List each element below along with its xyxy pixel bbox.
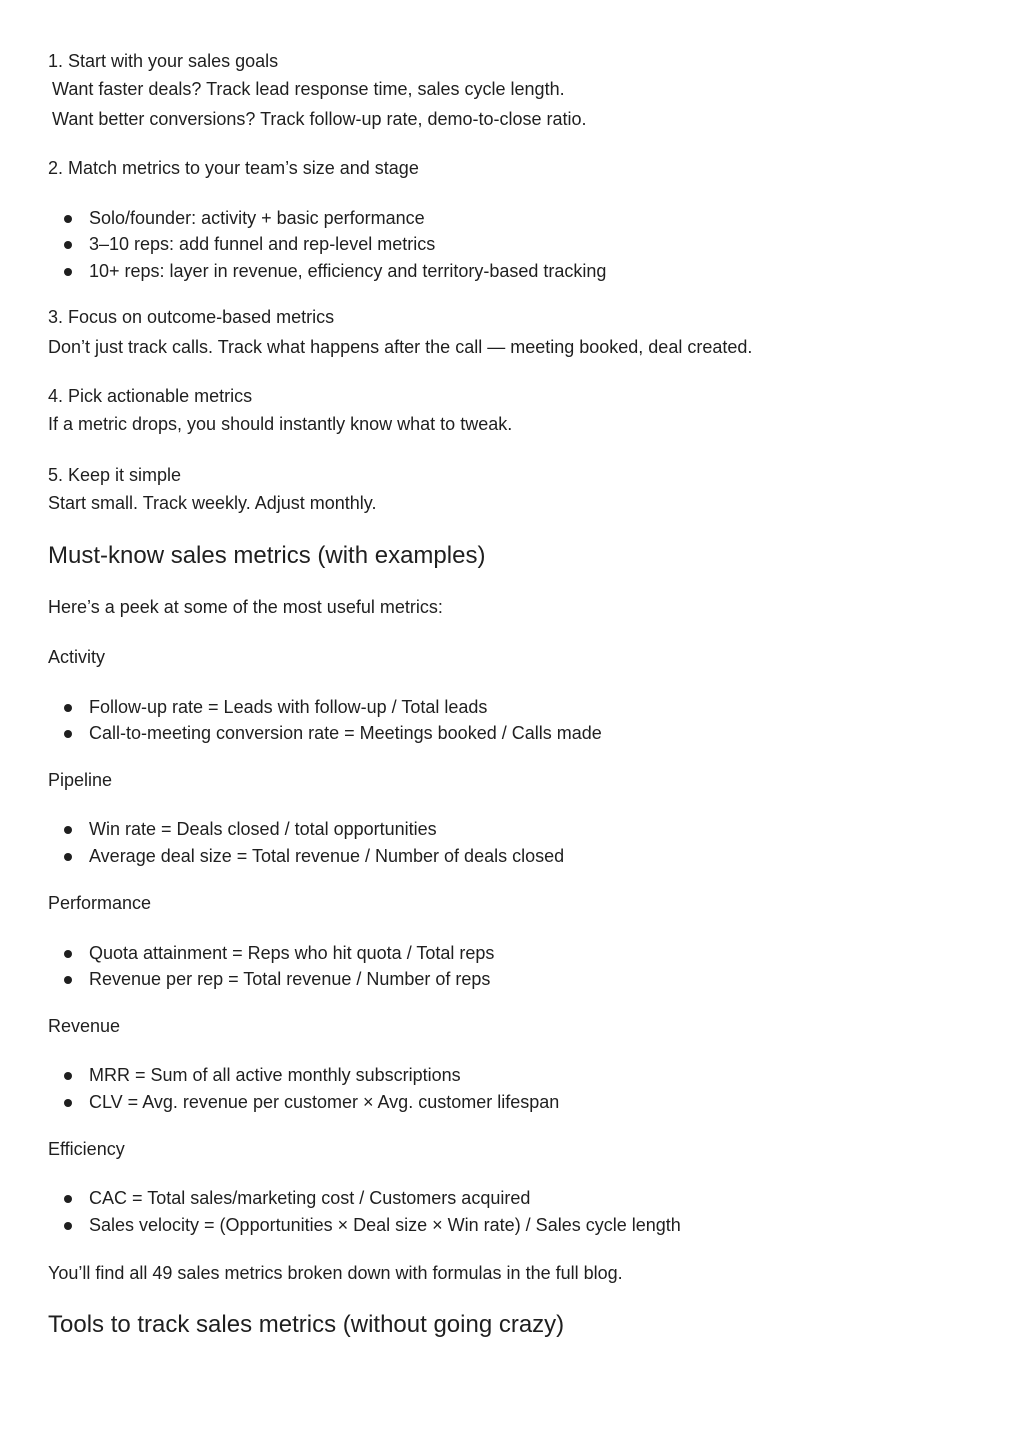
simple-heading: 5. Keep it simple: [48, 465, 182, 485]
metrics-title: Must-know sales metrics (with examples): [48, 542, 486, 569]
list-item: 10+ reps: layer in revenue, efficiency and territory-based tracking: [89, 261, 607, 281]
list-item: Solo/founder: activity + basic performance: [89, 208, 425, 228]
outcome-body: Don’t just track calls. Track what happens after the call — meeting booked, deal created.: [48, 337, 753, 357]
metrics-outro: You’ll find all 49 sales metrics broken down with formulas in the full blog.: [48, 1263, 623, 1283]
group-label-performance: Performance: [48, 893, 152, 913]
list-item: Revenue per rep = Total revenue / Number of reps: [89, 969, 491, 989]
goals-line: Want better conversions? Track follow-up rate, demo-to-close ratio.: [52, 109, 587, 129]
tools-title: Tools to track sales metrics (without going crazy): [48, 1311, 565, 1338]
group-label-pipeline: Pipeline: [48, 770, 113, 790]
list-item: MRR = Sum of all active monthly subscriptions: [89, 1065, 461, 1085]
actionable-body: If a metric drops, you should instantly know what to tweak.: [48, 414, 513, 434]
goals-heading: 1. Start with your sales goals: [48, 51, 279, 71]
list-item: CLV = Avg. revenue per customer × Avg. customer lifespan: [89, 1092, 560, 1112]
list-item: Win rate = Deals closed / total opportunities: [89, 819, 437, 839]
simple-body: Start small. Track weekly. Adjust monthly.: [48, 493, 377, 513]
list-item: 3–10 reps: add funnel and rep-level metrics: [89, 234, 436, 254]
list-item: Follow-up rate = Leads with follow-up / Total leads: [89, 697, 488, 717]
list-item: Average deal size = Total revenue / Number of deals closed: [89, 846, 565, 866]
outcome-heading: 3. Focus on outcome-based metrics: [48, 307, 335, 327]
list-item: Sales velocity = (Opportunities × Deal size × Win rate) / Sales cycle length: [89, 1215, 681, 1235]
goals-line: Want faster deals? Track lead response time, sales cycle length.: [52, 79, 565, 99]
group-label-activity: Activity: [48, 647, 106, 667]
group-label-revenue: Revenue: [48, 1016, 121, 1036]
list-item: Quota attainment = Reps who hit quota / Total reps: [89, 943, 495, 963]
group-label-efficiency: Efficiency: [48, 1139, 125, 1159]
list-item: CAC = Total sales/marketing cost / Customers acquired: [89, 1188, 531, 1208]
match-heading: 2. Match metrics to your team’s size and stage: [48, 158, 419, 178]
metrics-intro: Here’s a peek at some of the most useful metrics:: [48, 597, 443, 617]
actionable-heading: 4. Pick actionable metrics: [48, 386, 253, 406]
list-item: Call-to-meeting conversion rate = Meetings booked / Calls made: [89, 723, 602, 743]
